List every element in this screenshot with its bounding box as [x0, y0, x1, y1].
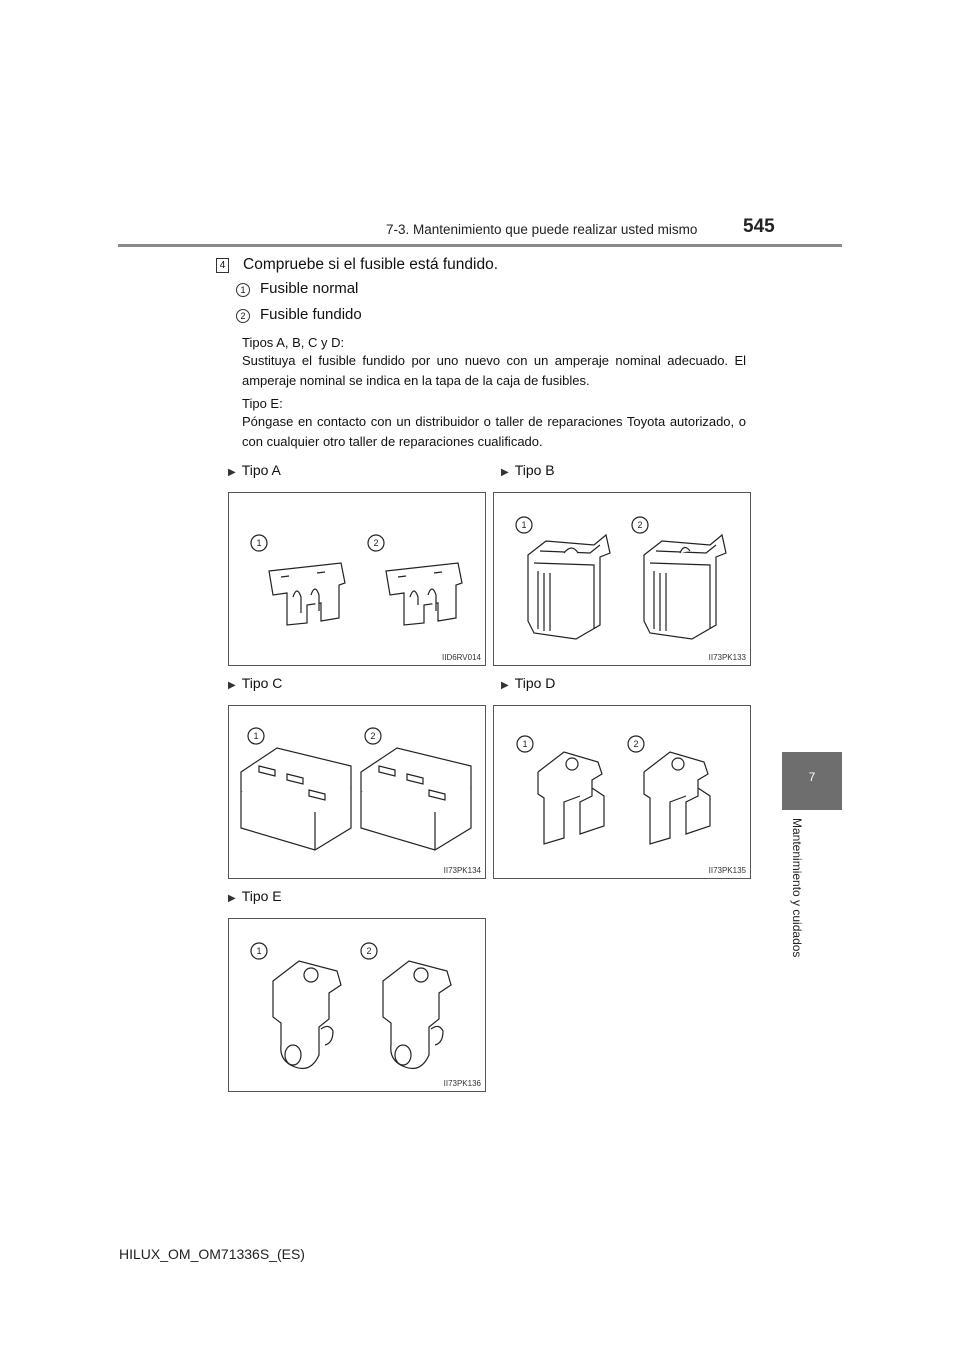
triangle-bullet-icon: ▶: [228, 467, 236, 478]
fuse-type-d-illustration: [494, 706, 750, 878]
fuse-type-a-illustration: [229, 493, 485, 665]
figure-type-b: [493, 492, 751, 666]
figure-code: II73PK134: [443, 866, 481, 875]
fuse-type-b-illustration: [494, 493, 750, 665]
figure-code: IID6RV014: [442, 653, 481, 662]
header-divider: [118, 244, 842, 247]
callout-1: 1: [253, 731, 259, 741]
figure-type-d: [493, 705, 751, 879]
callout-2: 2: [373, 538, 379, 548]
type-c-label: ▶ Tipo C: [228, 675, 283, 691]
figure-code: II73PK136: [443, 1079, 481, 1088]
item-badge-blown: 2: [236, 307, 250, 325]
figure-type-c: [228, 705, 486, 879]
type-b-label: ▶ Tipo B: [501, 462, 555, 478]
figure-code: II73PK135: [708, 866, 746, 875]
figure-type-a: [228, 492, 486, 666]
item-normal-fuse: Fusible normal: [260, 280, 359, 297]
callout-1: 1: [522, 739, 528, 749]
callout-2: 2: [370, 731, 376, 741]
step-title: Compruebe si el fusible está fundido.: [243, 256, 499, 273]
note-e-heading: Tipo E:: [242, 396, 283, 411]
callout-1: 1: [256, 538, 262, 548]
callout-2: 2: [366, 946, 372, 956]
callout-2: 2: [637, 520, 643, 530]
type-d-label: ▶ Tipo D: [501, 675, 556, 691]
chapter-tab[interactable]: [782, 752, 842, 810]
note-abcd-heading: Tipos A, B, C y D:: [242, 335, 345, 350]
item-badge-normal: 1: [236, 281, 250, 299]
callout-2: 2: [633, 739, 639, 749]
triangle-bullet-icon: ▶: [501, 467, 509, 478]
fuse-type-e-illustration: [229, 919, 485, 1091]
triangle-bullet-icon: ▶: [228, 680, 236, 691]
triangle-bullet-icon: ▶: [228, 893, 236, 904]
callout-1: 1: [521, 520, 527, 530]
note-abcd-text: Sustituya el fusible fundido por uno nuevo con un amperaje nominal adecuado. El amperaje nominal se indica en la tapa de la caja de fusibles.: [242, 353, 746, 388]
document-code: HILUX_OM_OM71336S_(ES): [119, 1246, 305, 1262]
chapter-number: 7: [808, 770, 816, 784]
chapter-label: Mantenimiento y cuidados: [790, 818, 804, 958]
item-blown-fuse: Fusible fundido: [260, 306, 362, 323]
page-number: 545: [743, 216, 775, 237]
figure-type-e: [228, 918, 486, 1092]
callout-1: 1: [256, 946, 262, 956]
type-a-label: ▶ Tipo A: [228, 462, 281, 478]
note-e-text: Póngase en contacto con un distribuidor o taller de reparaciones Toyota autorizado, o con cualquier otro taller de reparaciones cualificado.: [242, 414, 746, 449]
triangle-bullet-icon: ▶: [501, 680, 509, 691]
section-title: 7-3. Mantenimiento que puede realizar usted mismo: [386, 222, 698, 237]
step-number-badge: 4: [216, 257, 229, 275]
figure-code: II73PK133: [708, 653, 746, 662]
type-e-label: ▶ Tipo E: [228, 888, 282, 904]
fuse-type-c-illustration: [229, 706, 485, 878]
